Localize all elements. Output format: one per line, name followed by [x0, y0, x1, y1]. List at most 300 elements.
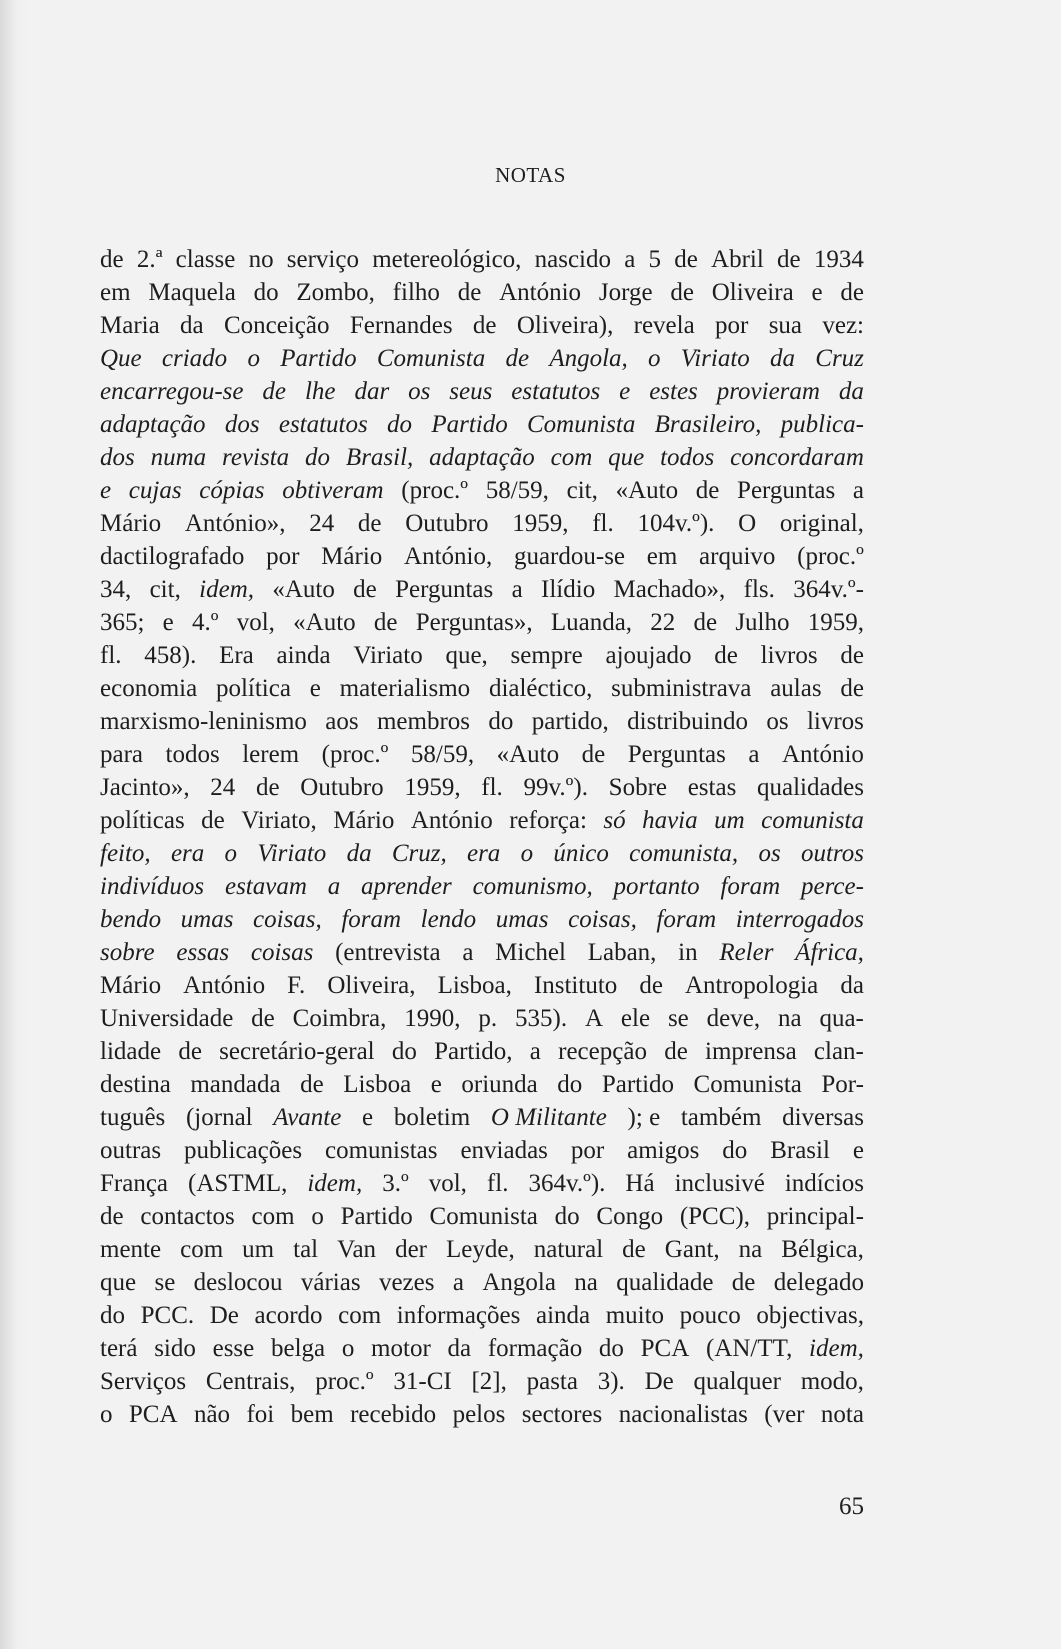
- word: de: [100, 246, 124, 273]
- word: só: [603, 807, 626, 834]
- word: de: [357, 510, 382, 537]
- text-line: [100, 540, 864, 573]
- word: Partido: [280, 345, 357, 372]
- word: A: [584, 1005, 604, 1032]
- word: muito: [605, 1302, 665, 1329]
- word: PCC.: [140, 1302, 195, 1329]
- word: livros: [806, 708, 864, 735]
- word: Fernandes: [349, 312, 453, 339]
- word: e: [811, 279, 823, 306]
- text-line: [100, 639, 864, 672]
- word: (entrevista: [335, 939, 441, 966]
- word: em: [646, 543, 678, 570]
- word: classe: [175, 246, 236, 273]
- word: boletim: [393, 1104, 471, 1131]
- word: António: [499, 279, 582, 306]
- word: original,: [779, 510, 864, 537]
- word: estatutos: [278, 411, 368, 438]
- word: qualquer: [693, 1368, 781, 1395]
- word: e: [100, 477, 112, 504]
- word: comunista,: [629, 840, 739, 867]
- word: de: [840, 642, 864, 669]
- word: Perguntas: [627, 741, 726, 768]
- word: foram: [341, 906, 402, 933]
- word: sua: [768, 312, 803, 339]
- word: portanto: [613, 873, 700, 900]
- word: lhe: [304, 378, 336, 405]
- word: estas: [687, 774, 737, 801]
- word: de: [714, 642, 738, 669]
- word: para: [100, 741, 144, 768]
- word: Viriato: [680, 345, 750, 372]
- word: do: [557, 1071, 583, 1098]
- text-line: [100, 1134, 864, 1167]
- word: deve,: [706, 1005, 761, 1032]
- word: sempre: [510, 642, 583, 669]
- text-line: [100, 309, 864, 342]
- word: vol,: [236, 609, 275, 636]
- word: que: [608, 444, 645, 471]
- word: o: [311, 1203, 324, 1230]
- text-line: [100, 408, 864, 441]
- text-line: [100, 936, 864, 969]
- word: pouco: [679, 1302, 741, 1329]
- word: de: [255, 774, 280, 801]
- word: nascido: [534, 246, 612, 273]
- word: do: [722, 1137, 748, 1164]
- word: Reler: [719, 939, 774, 966]
- word: informações: [396, 1302, 521, 1329]
- word: indícios: [784, 1170, 864, 1197]
- word: qua-: [819, 1005, 864, 1032]
- text-line: [100, 1398, 864, 1431]
- word: Laban,: [587, 939, 657, 966]
- word: cujas: [128, 477, 182, 504]
- word: 99v.º).: [523, 774, 588, 801]
- word: fl.: [486, 1170, 509, 1197]
- word: indivíduos: [100, 873, 205, 900]
- word: da: [770, 345, 796, 372]
- word: metereológico,: [372, 246, 522, 273]
- word: guardou-se: [513, 543, 626, 570]
- word: subministrava: [611, 675, 752, 702]
- word: numa: [150, 444, 207, 471]
- word: livros: [760, 642, 818, 669]
- word: Comunista: [693, 1071, 802, 1098]
- text-line: [100, 342, 864, 375]
- word: Outubro: [405, 510, 489, 537]
- word: esse: [212, 1335, 255, 1362]
- text-line: [100, 804, 864, 837]
- word: sectores: [521, 1401, 603, 1428]
- word: da: [838, 378, 864, 405]
- word: outras: [100, 1137, 162, 1164]
- word: Outubro: [300, 774, 384, 801]
- text-line: [100, 474, 864, 507]
- word: e: [362, 1104, 374, 1131]
- word: 31-CI: [393, 1368, 452, 1395]
- word: Lisboa,: [437, 972, 512, 999]
- word: era: [170, 840, 205, 867]
- text-line: [100, 1101, 864, 1134]
- word: 1959,: [512, 510, 569, 537]
- word: imprensa: [705, 1038, 797, 1065]
- word: de: [262, 378, 287, 405]
- word: Perguntas: [395, 576, 494, 603]
- word: da: [180, 312, 204, 339]
- word: lidade: [100, 1038, 162, 1065]
- word: do: [305, 444, 331, 471]
- word: cit,: [566, 477, 598, 504]
- word: «Auto: [496, 741, 560, 768]
- word: Brasil: [770, 1137, 830, 1164]
- word: 58/59,: [410, 741, 475, 768]
- word: de: [100, 1203, 124, 1230]
- word: Viriato: [257, 840, 327, 867]
- word: Luanda,: [550, 609, 633, 636]
- word: der: [395, 1236, 427, 1263]
- word: de: [622, 1236, 646, 1263]
- word: fl.: [481, 774, 503, 801]
- word: Bélgica,: [781, 1236, 864, 1263]
- word: in: [678, 939, 698, 966]
- word: dos: [100, 444, 135, 471]
- word: o: [224, 840, 238, 867]
- word: ainda: [535, 1302, 591, 1329]
- word: todos: [165, 741, 220, 768]
- word: mandada: [190, 1071, 281, 1098]
- word: do: [391, 1038, 417, 1065]
- word: Viriato: [353, 642, 423, 669]
- text-line: [100, 1365, 864, 1398]
- word: Centrais,: [205, 1368, 296, 1395]
- word: sido: [154, 1335, 196, 1362]
- word: 1934: [813, 246, 864, 273]
- word: no: [248, 246, 274, 273]
- word: O Militante: [490, 1104, 607, 1131]
- text-line: [100, 738, 864, 771]
- word: perce-: [801, 873, 864, 900]
- word: umas: [180, 906, 234, 933]
- text-line: [100, 573, 864, 606]
- text-line: [100, 1167, 864, 1200]
- word: interrogados: [735, 906, 864, 933]
- word: 1990,: [404, 1005, 461, 1032]
- word: idem,: [307, 1170, 363, 1197]
- word: e: [619, 378, 631, 405]
- word: Brasileiro,: [654, 411, 762, 438]
- word: Coimbra,: [292, 1005, 387, 1032]
- word: Comunista: [527, 411, 636, 438]
- word: secretário-geral: [219, 1038, 375, 1065]
- word: reforça:: [509, 807, 587, 834]
- word: 1959,: [807, 609, 864, 636]
- word: 4.º: [192, 609, 219, 636]
- word: e: [309, 675, 321, 702]
- word: Por-: [821, 1071, 864, 1098]
- word: 365;: [100, 609, 145, 636]
- word: umas: [495, 906, 549, 933]
- word: 34,: [100, 576, 132, 603]
- word: de: [373, 609, 398, 636]
- word: «Auto: [293, 609, 356, 636]
- word: se: [667, 1005, 689, 1032]
- word: adaptação: [100, 411, 206, 438]
- word: (PCC),: [679, 1203, 750, 1230]
- word: fl.: [100, 642, 122, 669]
- word: política: [215, 675, 291, 702]
- word: da: [447, 1335, 472, 1362]
- word: sobre: [100, 939, 155, 966]
- word: 364v.º).: [528, 1170, 606, 1197]
- word: estatutos: [511, 378, 601, 405]
- word: Oliveira: [711, 279, 794, 306]
- word: 364v.º-: [793, 576, 864, 603]
- word: ajoujado: [605, 642, 692, 669]
- word: Universidade: [100, 1005, 234, 1032]
- word: os: [758, 840, 781, 867]
- word: António»,: [184, 510, 286, 537]
- word: Van: [337, 1236, 377, 1263]
- word: de: [840, 279, 864, 306]
- word: 458).: [144, 642, 197, 669]
- word: de: [840, 675, 864, 702]
- word: 5: [648, 246, 662, 273]
- word: vol,: [428, 1170, 467, 1197]
- word: de: [581, 741, 606, 768]
- word: feito,: [100, 840, 151, 867]
- word: idem,: [809, 1335, 864, 1362]
- word: De: [209, 1302, 239, 1329]
- word: proc.º: [315, 1368, 374, 1395]
- word: publica-: [780, 411, 864, 438]
- word: a: [511, 576, 523, 603]
- word: de: [178, 1038, 202, 1065]
- word: (proc.º: [401, 477, 469, 504]
- word: Serviços: [100, 1368, 187, 1395]
- word: na: [574, 1269, 598, 1296]
- word: estes: [649, 378, 698, 405]
- text-line: [100, 672, 864, 705]
- word: vezes: [378, 1269, 435, 1296]
- word: Abril: [711, 246, 764, 273]
- word: ); e: [627, 1104, 661, 1131]
- text-line: [100, 771, 864, 804]
- word: (jornal: [185, 1104, 253, 1131]
- word: do: [253, 279, 279, 306]
- word: contactos: [140, 1203, 235, 1230]
- word: do: [488, 708, 514, 735]
- word: de: [201, 807, 225, 834]
- word: amigos: [627, 1137, 700, 1164]
- text-line: [100, 1299, 864, 1332]
- word: marxismo-leninismo: [100, 708, 307, 735]
- word: 24: [309, 510, 335, 537]
- word: comunismo,: [472, 873, 593, 900]
- word: o: [100, 1401, 113, 1428]
- word: PCA: [640, 1335, 690, 1362]
- word: com: [180, 1236, 224, 1263]
- word: Instituto: [533, 972, 618, 999]
- word: a: [748, 741, 760, 768]
- page-edge-shadow: [0, 0, 28, 1649]
- word: pasta: [526, 1368, 578, 1395]
- word: distribuindo: [627, 708, 749, 735]
- word: «Auto: [272, 576, 335, 603]
- word: Maria: [100, 312, 160, 339]
- word: coisas: [250, 939, 314, 966]
- word: foi: [246, 1401, 275, 1428]
- word: dactilografado: [100, 543, 245, 570]
- word: de: [472, 312, 497, 339]
- word: Cruz: [815, 345, 864, 372]
- word: o: [520, 840, 534, 867]
- word: PCA: [128, 1401, 178, 1428]
- word: um: [714, 807, 745, 834]
- word: tuguês: [100, 1104, 166, 1131]
- word: e: [852, 1137, 864, 1164]
- word: de: [731, 1269, 756, 1296]
- word: filho: [392, 279, 440, 306]
- word: Sobre: [608, 774, 667, 801]
- word: um: [242, 1236, 275, 1263]
- word: enviadas: [460, 1137, 548, 1164]
- word: Avante: [273, 1104, 342, 1131]
- word: (ASTML,: [188, 1170, 288, 1197]
- word: todos: [660, 444, 715, 471]
- word: (AN/TT,: [706, 1335, 793, 1362]
- word: cópias: [199, 477, 265, 504]
- word: idem,: [199, 576, 255, 603]
- word: do: [100, 1302, 125, 1329]
- word: nota: [820, 1401, 864, 1428]
- text-line: [100, 441, 864, 474]
- text-line: [100, 606, 864, 639]
- word: Perguntas»,: [415, 609, 533, 636]
- word: revela: [633, 312, 695, 339]
- word: 3).: [597, 1368, 625, 1395]
- word: motor: [371, 1335, 431, 1362]
- word: Mário: [100, 972, 162, 999]
- text-line: [100, 1332, 864, 1365]
- word: publicações: [184, 1137, 303, 1164]
- word: a: [462, 939, 474, 966]
- word: políticas: [100, 807, 185, 834]
- word: António: [183, 972, 266, 999]
- word: Mário: [321, 543, 383, 570]
- word: Angola: [482, 1269, 556, 1296]
- word: obtiveram: [282, 477, 384, 504]
- word: inclusivé: [674, 1170, 765, 1197]
- word: António,: [404, 543, 493, 570]
- word: 1959,: [404, 774, 461, 801]
- word: ainda: [276, 642, 331, 669]
- word: delegado: [773, 1269, 864, 1296]
- word: Perguntas: [737, 477, 836, 504]
- word: de: [674, 246, 698, 273]
- word: António: [410, 807, 493, 834]
- word: aos: [325, 708, 359, 735]
- word: terá: [100, 1335, 138, 1362]
- word: principal-: [766, 1203, 864, 1230]
- word: formação: [487, 1335, 583, 1362]
- word: com: [550, 444, 593, 471]
- word: modo,: [800, 1368, 864, 1395]
- word: 104v.º).: [637, 510, 715, 537]
- word: não: [193, 1401, 231, 1428]
- word: 3.º: [382, 1170, 409, 1197]
- word: mente: [100, 1236, 162, 1263]
- word: Maquela: [148, 279, 236, 306]
- word: de: [693, 609, 718, 636]
- word: comunista: [761, 807, 864, 834]
- word: de: [664, 1038, 688, 1065]
- word: várias: [300, 1269, 361, 1296]
- word: a: [452, 1269, 464, 1296]
- word: de: [457, 279, 482, 306]
- word: Angola,: [549, 345, 628, 372]
- word: revista: [222, 444, 290, 471]
- word: dar: [354, 378, 390, 405]
- word: na: [738, 1236, 763, 1263]
- word: a: [624, 246, 636, 273]
- word: por: [570, 1137, 605, 1164]
- word: Partido,: [434, 1038, 513, 1065]
- word: os: [766, 708, 789, 735]
- word: bem: [290, 1401, 334, 1428]
- word: bendo: [100, 906, 162, 933]
- word: tal: [293, 1236, 319, 1263]
- word: também: [680, 1104, 762, 1131]
- running-head: NOTAS: [495, 163, 566, 187]
- word: Era: [219, 642, 254, 669]
- word: Conceição: [223, 312, 330, 339]
- text-line: [100, 243, 864, 276]
- word: de: [639, 972, 663, 999]
- word: o: [341, 1335, 355, 1362]
- word: dialéctico,: [488, 675, 593, 702]
- word: do: [554, 1203, 580, 1230]
- word: clan-: [813, 1038, 864, 1065]
- word: Mário: [333, 807, 395, 834]
- text-line: [100, 1200, 864, 1233]
- word: economia: [100, 675, 198, 702]
- word: (ver: [764, 1401, 805, 1428]
- word: de: [505, 345, 530, 372]
- word: de: [353, 576, 377, 603]
- word: Jacinto»,: [100, 774, 190, 801]
- word: coisas,: [568, 906, 637, 933]
- word: do: [387, 411, 413, 438]
- word: por: [266, 543, 300, 570]
- word: nacionalistas: [618, 1401, 748, 1428]
- word: oriunda: [461, 1071, 538, 1098]
- word: fl.: [592, 510, 614, 537]
- word: Zombo,: [296, 279, 375, 306]
- word: de: [777, 246, 801, 273]
- word: arquivo: [699, 543, 776, 570]
- word: recepção: [558, 1038, 647, 1065]
- word: os: [408, 378, 431, 405]
- word: coisas,: [253, 906, 322, 933]
- word: [2],: [471, 1368, 507, 1395]
- word: na: [777, 1005, 802, 1032]
- word: essas: [176, 939, 230, 966]
- text-line: [100, 903, 864, 936]
- word: Viriato,: [241, 807, 317, 834]
- text-line: [100, 507, 864, 540]
- page-number: 65: [839, 1493, 864, 1520]
